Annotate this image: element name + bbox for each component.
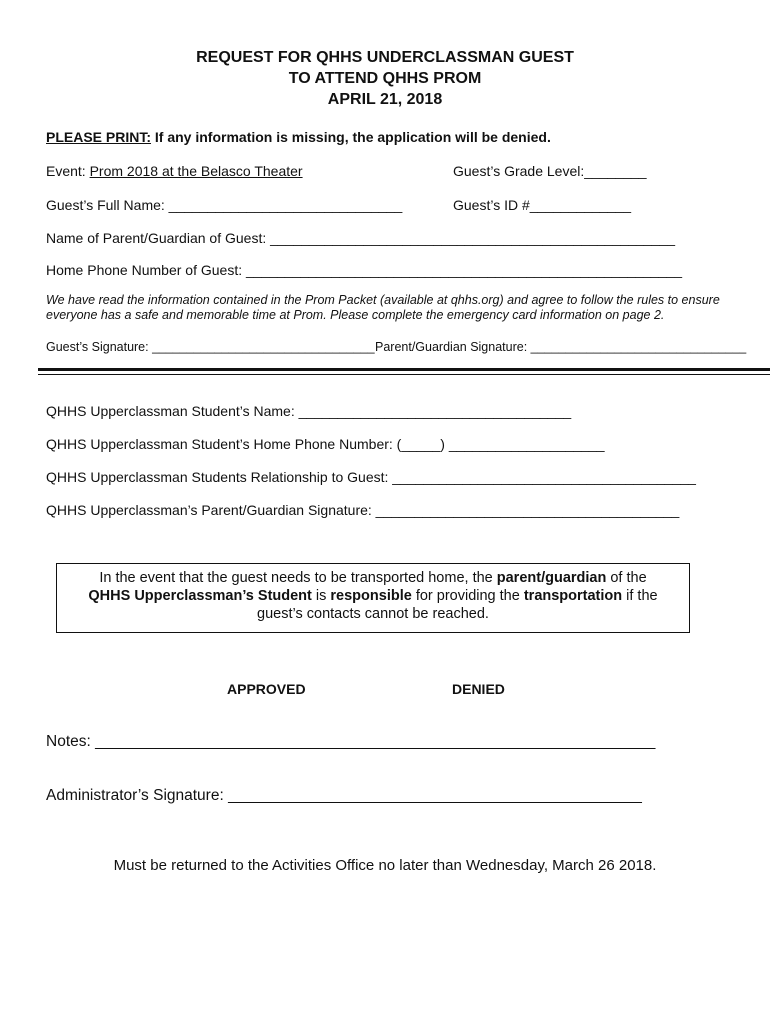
please-print-text: If any information is missing, the application will be denied. <box>151 129 551 145</box>
guest-signature-field[interactable]: Guest’s Signature: ________________________________ <box>46 340 375 354</box>
upperclassman-student-emphasis: QHHS Upperclassman’s Student <box>88 588 312 604</box>
guest-grade-level-field[interactable]: Guest’s Grade Level:________ <box>453 163 647 179</box>
agreement-text-line1: We have read the information contained in the Prom Packet (available at qhhs.org) and agree to follow the rules to ensure <box>46 293 720 307</box>
transportation-notice-box <box>56 563 690 633</box>
transport-line3: guest’s contacts cannot be reached. <box>257 606 489 622</box>
upperclassman-parent-signature-field[interactable]: QHHS Upperclassman’s Parent/Guardian Signature: _______________________________________ <box>46 502 680 518</box>
parent-guardian-emphasis: parent/guardian <box>496 570 607 586</box>
event-label: Event: <box>46 163 90 179</box>
upperclassman-phone-field[interactable]: QHHS Upperclassman Student’s Home Phone Number: (_____) ____________________ <box>46 436 605 452</box>
upperclassman-relationship-field[interactable]: QHHS Upperclassman Students Relationship to Guest: _______________________________________ <box>46 469 696 485</box>
please-print-notice <box>46 128 551 146</box>
guest-home-phone-field[interactable]: Home Phone Number of Guest: ________________________________________________________ <box>46 262 683 278</box>
upperclassman-name-field[interactable]: QHHS Upperclassman Student’s Name: ___________________________________ <box>46 403 572 419</box>
section-divider-thick <box>38 368 770 371</box>
return-deadline-note: Must be returned to the Activities Office no later than Wednesday, March 26 2018. <box>113 857 657 874</box>
approved-option[interactable]: APPROVED <box>227 681 306 697</box>
notes-field[interactable]: Notes: _________________________________________________________________ <box>46 733 656 750</box>
form-title-line1: REQUEST FOR QHHS UNDERCLASSMAN GUEST <box>196 49 574 66</box>
event-value: Prom 2018 at the Belasco Theater <box>89 163 303 179</box>
transport-line2: QHHS Upperclassman’s Student is responsible for providing the transportation if the <box>88 588 658 604</box>
event-line <box>46 162 303 180</box>
form-title-line2: TO ATTEND QHHS PROM <box>288 70 482 87</box>
denied-option[interactable]: DENIED <box>452 681 505 697</box>
administrator-signature-field[interactable]: Administrator’s Signature: ________________________________________________ <box>46 787 642 804</box>
agreement-text-line2: everyone has a safe and memorable time at Prom. Please complete the emergency card information on page 2. <box>46 308 665 322</box>
transportation-emphasis: transportation <box>523 588 623 604</box>
parent-guardian-name-field[interactable]: Name of Parent/Guardian of Guest: ____________________________________________________ <box>46 230 675 246</box>
guest-full-name-field[interactable]: Guest’s Full Name: ______________________________ <box>46 197 403 213</box>
form-title-date: APRIL 21, 2018 <box>327 91 443 108</box>
transport-line1: In the event that the guest needs to be transported home, the parent/guardian of the <box>99 570 647 586</box>
guest-id-field[interactable]: Guest’s ID #_____________ <box>453 197 631 213</box>
responsible-emphasis: responsible <box>330 588 412 604</box>
section-divider-thin <box>38 374 770 375</box>
please-print-label: PLEASE PRINT: <box>46 129 152 145</box>
guest-parent-signature-field[interactable]: Parent/Guardian Signature: _______________________________ <box>375 340 747 354</box>
